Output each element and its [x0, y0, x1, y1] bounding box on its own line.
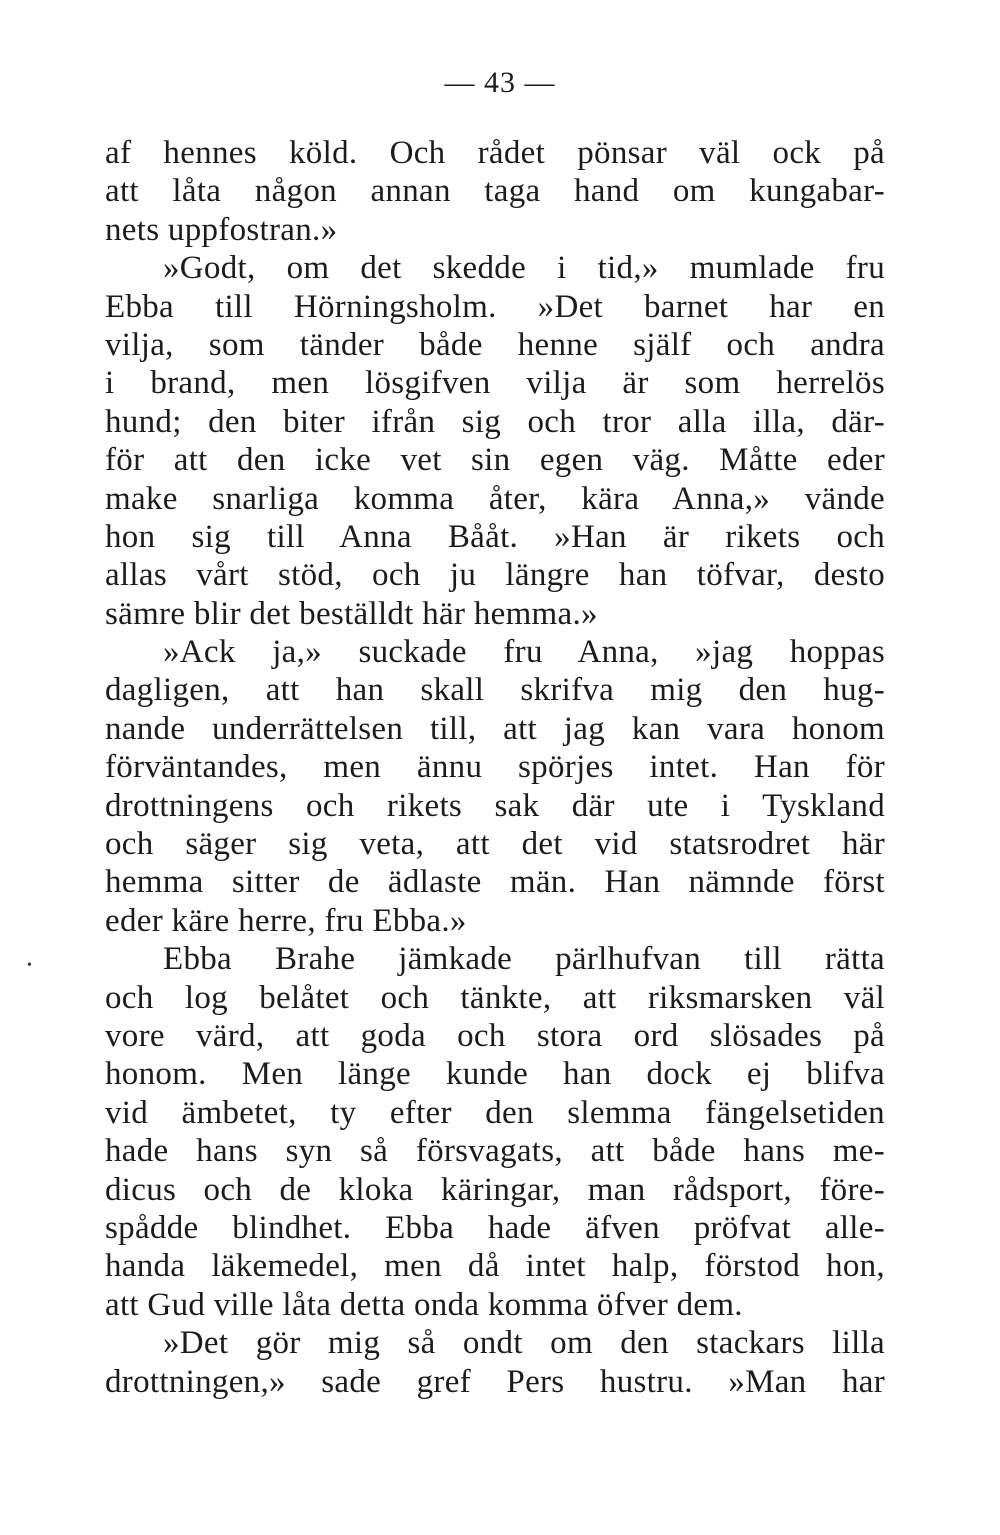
- page-number: — 43 —: [444, 66, 556, 99]
- text-line: Ebba Brahe jämkade pärlhufvan till rätta: [163, 941, 885, 978]
- text-line: vilja, som tänder både henne själf och andra: [105, 326, 885, 363]
- text-line: allas vårt stöd, och ju längre han töfvar, desto: [105, 557, 885, 594]
- text-line: »Ack ja,» suckade fru Anna, »jag hoppas: [163, 634, 885, 671]
- body-text: [105, 134, 885, 1401]
- text-line: dagligen, att han skall skrifva mig den hug-: [105, 672, 885, 709]
- text-line: Ebba till Hörningsholm. »Det barnet har en: [105, 288, 885, 325]
- text-line: »Godt, om det skedde i tid,» mumlade fru: [163, 250, 885, 287]
- text-line: vid ämbetet, ty efter den slemma fängelsetiden: [105, 1094, 885, 1131]
- text-line: att Gud ville låta detta onda komma öfver dem.: [105, 1286, 743, 1323]
- text-line: hon sig till Anna Bååt. »Han är rikets och: [105, 518, 885, 555]
- text-line: och log belåtet och tänkte, att riksmarsken väl: [105, 979, 885, 1016]
- text-line: af hennes köld. Och rådet pönsar väl ock på: [105, 135, 885, 171]
- text-line: »Det gör mig så ondt om den stackars lilla: [163, 1325, 885, 1362]
- text-line: drottningens och rikets sak där ute i Tyskland: [105, 787, 885, 824]
- text-line: att låta någon annan taga hand om kungabar-: [105, 173, 885, 210]
- text-line: hade hans syn så försvagats, att både hans me-: [105, 1133, 885, 1170]
- ink-speck: •: [27, 958, 32, 973]
- text-line: för att den icke vet sin egen väg. Måtte eder: [105, 442, 885, 479]
- text-line: vore värd, att goda och stora ord slösades på: [105, 1017, 885, 1054]
- text-line: förväntandes, men ännu spörjes intet. Han för: [105, 749, 885, 786]
- text-line: handa läkemedel, men då intet halp, förstod hon,: [105, 1248, 885, 1285]
- text-line: hemma sitter de ädlaste män. Han nämnde först: [105, 864, 885, 901]
- text-line: och säger sig veta, att det vid statsrodret här: [105, 826, 885, 863]
- text-line: dicus och de kloka käringar, man rådsport, före-: [105, 1171, 885, 1208]
- text-line: honom. Men länge kunde han dock ej blifva: [105, 1056, 885, 1093]
- text-line: make snarliga komma åter, kära Anna,» vände: [105, 480, 885, 517]
- text-line: eder käre herre, fru Ebba.»: [105, 902, 467, 939]
- text-line: i brand, men lösgifven vilja är som herrelös: [105, 365, 885, 402]
- text-line: sämre blir det beställdt här hemma.»: [105, 595, 598, 632]
- text-line: spådde blindhet. Ebba hade äfven pröfvat alle-: [105, 1209, 885, 1246]
- text-line: nande underrättelsen till, att jag kan vara honom: [105, 710, 885, 747]
- text-line: hund; den biter ifrån sig och tror alla illa, där-: [105, 403, 885, 440]
- text-line: drottningen,» sade gref Pers hustru. »Man har: [105, 1363, 885, 1400]
- text-line: nets uppfostran.»: [105, 211, 338, 248]
